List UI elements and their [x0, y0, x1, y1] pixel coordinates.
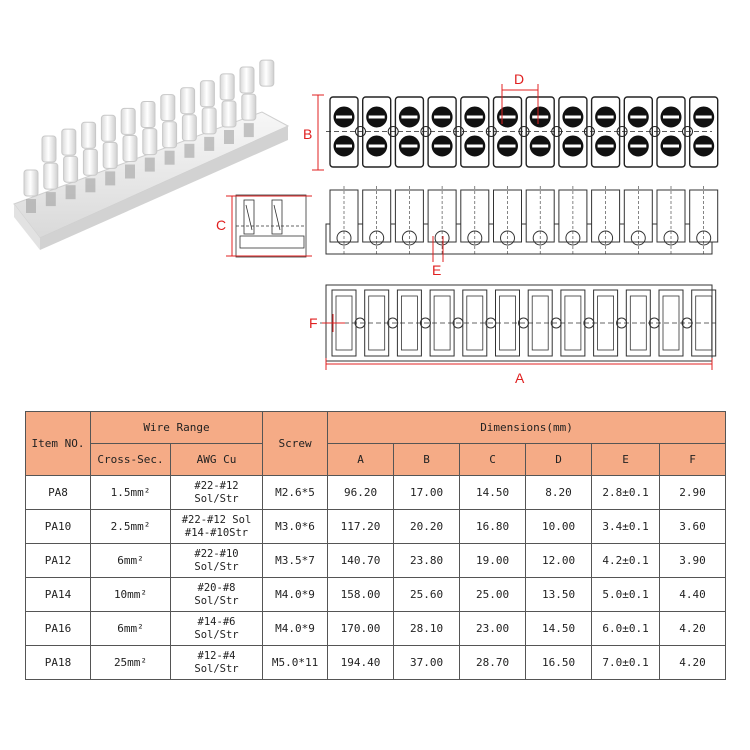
cell-b: 23.80: [394, 544, 460, 578]
cell-d: 16.50: [526, 646, 592, 680]
cell-c: 16.80: [460, 510, 526, 544]
cell-item: PA10: [26, 510, 91, 544]
cell-c: 25.00: [460, 578, 526, 612]
photo-terminal-slot: [204, 137, 214, 151]
header-dimensions: Dimensions(mm): [328, 412, 726, 444]
cell-d: 12.00: [526, 544, 592, 578]
cell-item: PA14: [26, 578, 91, 612]
screw-slot: [401, 145, 417, 148]
screw-slot: [467, 145, 483, 148]
photo-terminal-tower: [121, 108, 135, 134]
photo-terminal-tower: [200, 81, 214, 107]
screw-slot: [565, 116, 581, 119]
table-row: [26, 544, 726, 578]
cell-b: 17.00: [394, 476, 460, 510]
screw-slot: [369, 116, 385, 119]
cell-b: 37.00: [394, 646, 460, 680]
cell-cross-sec: 2.5mm²: [91, 510, 171, 544]
photo-terminal-tower: [222, 101, 236, 127]
spec-table: [25, 411, 726, 680]
photo-terminal-slot: [26, 199, 36, 213]
photo-terminal-tower: [141, 102, 155, 128]
cell-f: 4.20: [660, 646, 726, 680]
photo-terminal-tower: [260, 60, 274, 86]
screw-slot: [630, 116, 646, 119]
cell-a: 140.70: [328, 544, 394, 578]
screw-slot: [434, 116, 450, 119]
photo-terminal-tower: [242, 94, 256, 120]
dim-label-e: E: [432, 262, 442, 278]
photo-terminal-tower: [101, 115, 115, 141]
cell-b: 20.20: [394, 510, 460, 544]
cell-awg-line2: Sol/Str: [194, 628, 239, 641]
cell-e: 5.0±0.1: [592, 578, 660, 612]
cell-item: PA16: [26, 612, 91, 646]
screw-slot: [401, 116, 417, 119]
screw-slot: [532, 116, 548, 119]
cell-screw: M3.0*6: [263, 510, 328, 544]
dim-label-f: F: [309, 315, 318, 331]
cell-c: 28.70: [460, 646, 526, 680]
photo-terminal-tower: [220, 74, 234, 100]
header-item-no: Item NO.: [26, 412, 91, 476]
screw-slot: [500, 145, 516, 148]
cell-cross-sec: 6mm²: [91, 544, 171, 578]
cell-screw: M5.0*11: [263, 646, 328, 680]
cell-awg-line2: Sol/Str: [194, 492, 239, 505]
cell-screw: M4.0*9: [263, 612, 328, 646]
cell-screw: M3.5*7: [263, 544, 328, 578]
cell-a: 96.20: [328, 476, 394, 510]
cell-awg-line1: #20-#8: [197, 581, 236, 594]
screw-slot: [565, 145, 581, 148]
cell-f: 3.60: [660, 510, 726, 544]
cell-awg: [171, 646, 263, 680]
cell-awg-line2: Sol/Str: [194, 560, 239, 573]
cell-awg-line1: #14-#6: [197, 615, 236, 628]
cell-e: 3.4±0.1: [592, 510, 660, 544]
photo-terminal-slot: [165, 151, 175, 165]
header-dim-f: F: [660, 444, 726, 476]
cell-awg: [171, 476, 263, 510]
cell-screw: M4.0*9: [263, 578, 328, 612]
photo-terminal-slot: [105, 171, 115, 185]
photo-terminal-tower: [24, 170, 38, 196]
header-dim-a: A: [328, 444, 394, 476]
cross-section-drawing: [236, 195, 306, 257]
dim-label-a: A: [515, 370, 525, 386]
cell-awg-line2: #14-#10Str: [184, 526, 249, 539]
screw-slot: [663, 116, 679, 119]
cell-screw: M2.6*5: [263, 476, 328, 510]
photo-terminal-slot: [184, 144, 194, 158]
cell-awg: [171, 578, 263, 612]
photo-terminal-slot: [224, 130, 234, 144]
cell-c: 14.50: [460, 476, 526, 510]
header-dim-d: D: [526, 444, 592, 476]
photo-terminal-tower: [62, 129, 76, 155]
cell-awg: [171, 544, 263, 578]
table-row: [26, 578, 726, 612]
cell-awg-line1: #12-#4: [197, 649, 236, 662]
header-cross-sec: Cross-Sec.: [91, 444, 171, 476]
cell-e: 7.0±0.1: [592, 646, 660, 680]
photo-terminal-tower: [240, 67, 254, 93]
cell-a: 170.00: [328, 612, 394, 646]
cell-c: 23.00: [460, 612, 526, 646]
header-screw: Screw: [263, 412, 328, 476]
photo-terminal-tower: [42, 136, 56, 162]
header-awg-cu: AWG Cu: [171, 444, 263, 476]
cell-item: PA12: [26, 544, 91, 578]
photo-terminal-tower: [103, 142, 117, 168]
cell-a: 117.20: [328, 510, 394, 544]
cell-d: 10.00: [526, 510, 592, 544]
cell-d: 8.20: [526, 476, 592, 510]
photo-terminal-tower: [161, 95, 175, 121]
cell-d: 14.50: [526, 612, 592, 646]
screw-slot: [598, 116, 614, 119]
cell-cross-sec: 25mm²: [91, 646, 171, 680]
cell-c: 19.00: [460, 544, 526, 578]
cell-e: 2.8±0.1: [592, 476, 660, 510]
cell-awg: [171, 510, 263, 544]
screw-slot: [467, 116, 483, 119]
screw-slot: [336, 145, 352, 148]
screw-slot: [663, 145, 679, 148]
photo-terminal-tower: [123, 136, 137, 162]
screw-slot: [434, 145, 450, 148]
header-wire-range: Wire Range: [91, 412, 263, 444]
table-row: [26, 646, 726, 680]
screw-slot: [336, 116, 352, 119]
cell-awg-line1: #22-#12 Sol: [181, 513, 252, 526]
photo-terminal-tower: [182, 115, 196, 141]
cell-cross-sec: 1.5mm²: [91, 476, 171, 510]
screw-slot: [369, 145, 385, 148]
cell-a: 158.00: [328, 578, 394, 612]
screw-slot: [532, 145, 548, 148]
cell-e: 4.2±0.1: [592, 544, 660, 578]
header-dim-b: B: [394, 444, 460, 476]
photo-terminal-tower: [202, 108, 216, 134]
cell-awg: [171, 612, 263, 646]
photo-terminal-tower: [163, 122, 177, 148]
screw-slot: [630, 145, 646, 148]
photo-terminal-slot: [145, 158, 155, 172]
top-view-drawing: [326, 97, 718, 167]
photo-terminal-slot: [125, 165, 135, 179]
cell-a: 194.40: [328, 646, 394, 680]
photo-terminal-tower: [82, 122, 96, 148]
cell-item: PA18: [26, 646, 91, 680]
table-row: [26, 476, 726, 510]
cell-f: 4.20: [660, 612, 726, 646]
cell-b: 28.10: [394, 612, 460, 646]
table-row: [26, 612, 726, 646]
cell-e: 6.0±0.1: [592, 612, 660, 646]
cell-cross-sec: 6mm²: [91, 612, 171, 646]
photo-terminal-tower: [181, 88, 195, 114]
side-view-drawing: [326, 186, 718, 256]
photo-terminal-tower: [64, 156, 78, 182]
screw-slot: [696, 145, 712, 148]
cell-f: 2.90: [660, 476, 726, 510]
cell-awg-line2: Sol/Str: [194, 662, 239, 675]
dim-label-b: B: [303, 126, 313, 142]
screw-slot: [598, 145, 614, 148]
header-dim-e: E: [592, 444, 660, 476]
dim-label-c: C: [216, 217, 227, 233]
cell-awg-line1: #22-#10: [194, 547, 239, 560]
cell-cross-sec: 10mm²: [91, 578, 171, 612]
cell-f: 4.40: [660, 578, 726, 612]
header-dim-c: C: [460, 444, 526, 476]
cell-f: 3.90: [660, 544, 726, 578]
screw-slot: [696, 116, 712, 119]
photo-terminal-tower: [143, 129, 157, 155]
cell-awg-line1: #22-#12: [194, 479, 239, 492]
cell-d: 13.50: [526, 578, 592, 612]
dim-label-d: D: [514, 71, 525, 87]
cell-awg-line2: Sol/Str: [194, 594, 239, 607]
photo-terminal-slot: [46, 192, 56, 206]
table-row: [26, 510, 726, 544]
bottom-view-drawing: [320, 285, 716, 361]
photo-terminal-tower: [44, 163, 58, 189]
cell-item: PA8: [26, 476, 91, 510]
photo-terminal-slot: [244, 123, 254, 137]
photo-terminal-tower: [83, 149, 97, 175]
photo-terminal-slot: [66, 185, 76, 199]
photo-terminal-slot: [85, 178, 95, 192]
cell-b: 25.60: [394, 578, 460, 612]
